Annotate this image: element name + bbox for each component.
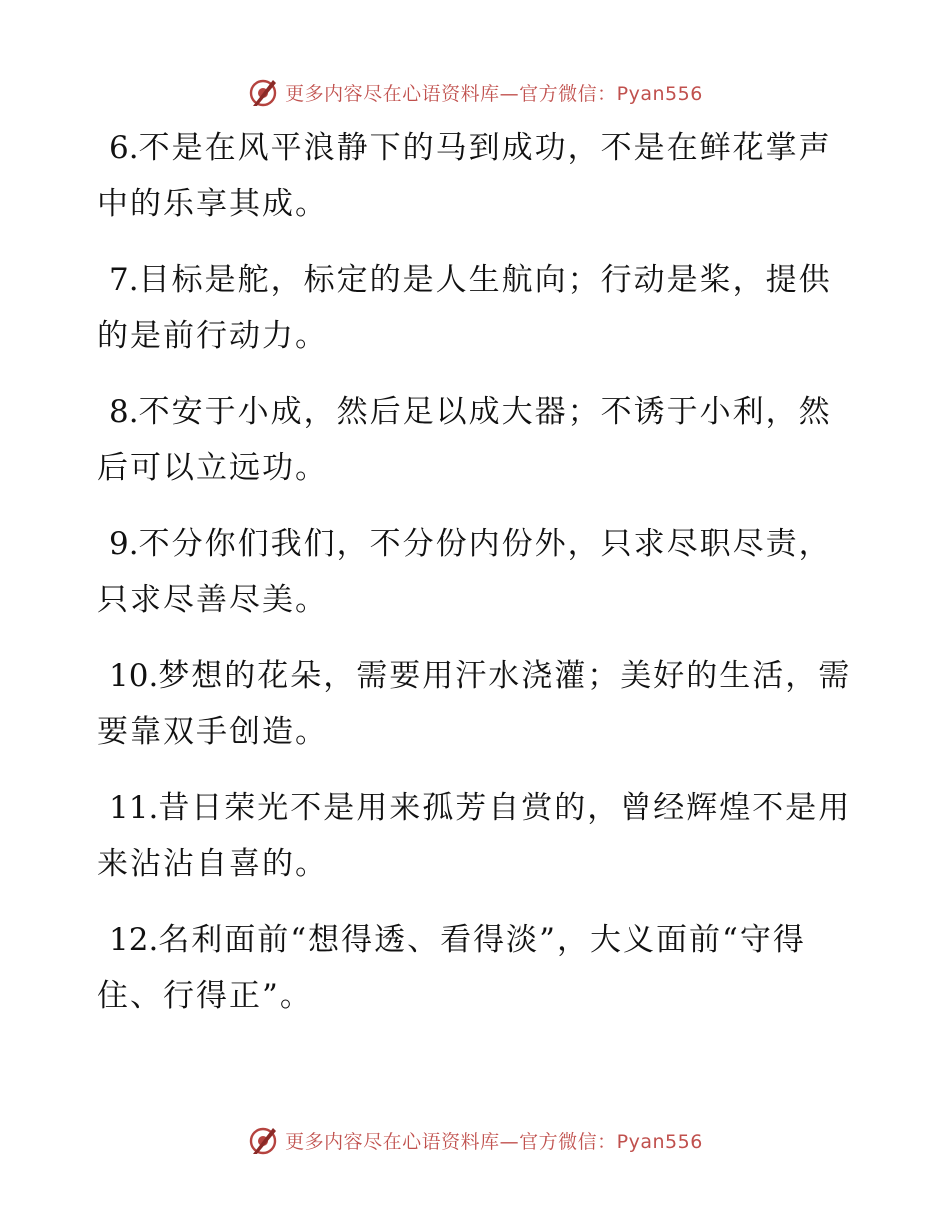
list-item [97,648,857,760]
quill-logo-icon [247,1124,279,1156]
item-number: 8. [109,394,139,430]
item-number: 6. [109,130,139,166]
item-number: 7. [109,262,139,298]
quill-logo-icon [247,76,279,108]
list-item [97,384,857,496]
header-banner [0,72,950,112]
list-item [97,780,857,892]
quote-list [97,120,857,1044]
item-text: 不安于小成，然后足以成大器；不诱于小利，然后可以立远功。 [97,394,832,486]
item-number: 12. [109,922,159,958]
item-number: 10. [109,658,159,694]
item-text: 不分你们我们，不分份内份外，只求尽职尽责，只求尽善尽美。 [97,526,832,618]
header-banner-text: 更多内容尽在心语资料库—官方微信：Pyan556 [285,82,703,105]
item-text: 不是在风平浪静下的马到成功，不是在鲜花掌声中的乐享其成。 [97,130,832,222]
list-item [97,120,857,232]
footer-banner [0,1120,950,1160]
list-item [97,252,857,364]
item-text: 梦想的花朵，需要用汗水浇灌；美好的生活，需要靠双手创造。 [97,658,852,750]
item-number: 11. [109,790,159,826]
item-text: 昔日荣光不是用来孤芳自赏的，曾经辉煌不是用来沾沾自喜的。 [97,790,852,882]
list-item [97,912,857,1024]
footer-banner-text: 更多内容尽在心语资料库—官方微信：Pyan556 [285,1130,703,1153]
item-text: 目标是舵，标定的是人生航向；行动是桨，提供的是前行动力。 [97,262,832,354]
item-number: 9. [109,526,139,562]
list-item [97,516,857,628]
item-text: 名利面前“想得透、看得淡”，大义面前“守得住、行得正”。 [97,922,806,1014]
